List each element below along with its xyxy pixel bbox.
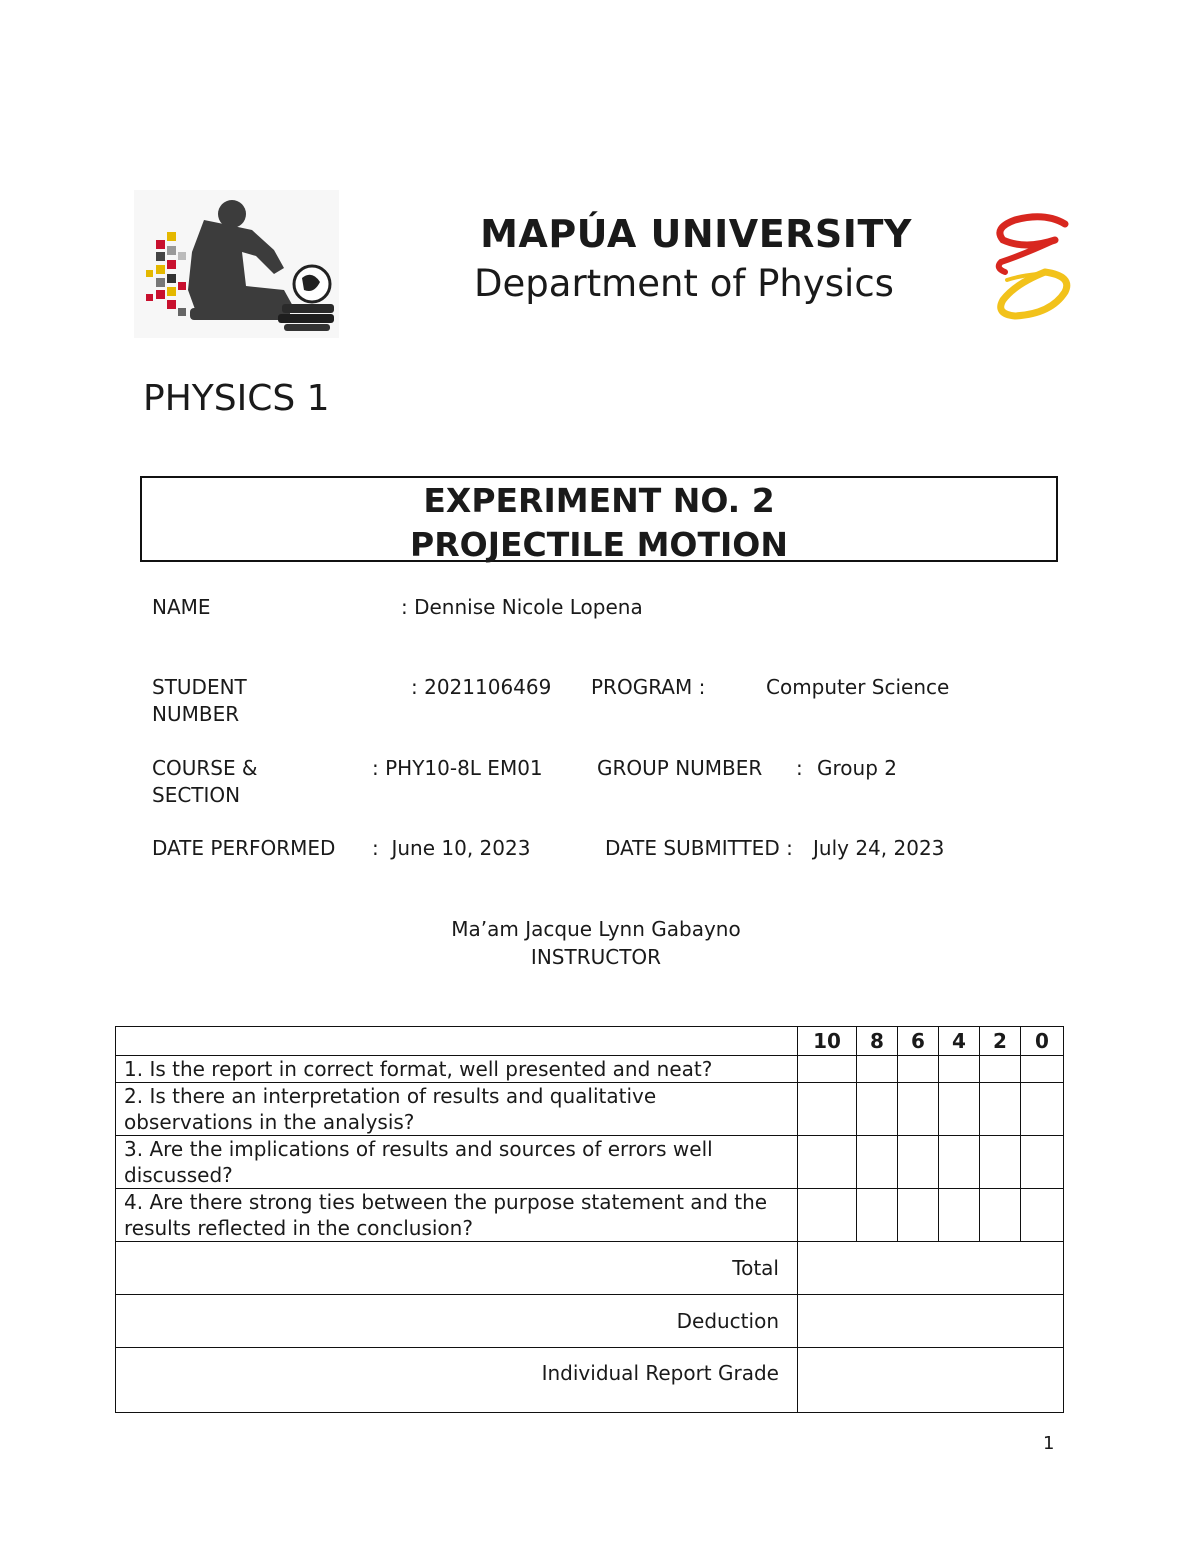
total-value-cell	[798, 1242, 1064, 1295]
score-cell	[980, 1136, 1021, 1189]
score-cell	[857, 1189, 898, 1242]
rubric-row-1	[116, 1056, 1064, 1083]
score-cell	[939, 1189, 980, 1242]
course-section-value: : PHY10-8L EM01	[372, 756, 543, 780]
deduction-value-cell	[798, 1295, 1064, 1348]
score-header-6: 6	[898, 1027, 939, 1056]
score-cell	[980, 1189, 1021, 1242]
deduction-label: Deduction	[116, 1295, 798, 1348]
grade-row	[116, 1348, 1064, 1413]
student-number-value: : 2021106469	[411, 675, 552, 699]
rubric-row-4	[116, 1189, 1064, 1242]
instructor-block	[0, 915, 1192, 971]
score-cell	[939, 1136, 980, 1189]
score-cell	[798, 1056, 857, 1083]
score-cell	[939, 1083, 980, 1136]
total-label: Total	[116, 1242, 798, 1295]
score-cell	[1021, 1083, 1064, 1136]
experiment-number: EXPERIMENT NO. 2	[423, 481, 775, 520]
name-value: : Dennise Nicole Lopena	[401, 595, 643, 619]
score-header-4: 4	[939, 1027, 980, 1056]
instructor-name: Ma’am Jacque Lynn Gabayno	[451, 917, 741, 941]
program-value: Computer Science	[766, 675, 950, 699]
score-cell	[798, 1083, 857, 1136]
rubric-header-blank	[116, 1027, 798, 1056]
score-header-8: 8	[857, 1027, 898, 1056]
date-submitted-value: July 24, 2023	[813, 836, 945, 860]
university-name: MAPÚA UNIVERSITY	[480, 212, 912, 256]
score-cell	[857, 1136, 898, 1189]
date-performed-value: : June 10, 2023	[372, 836, 531, 860]
score-cell	[898, 1083, 939, 1136]
grading-rubric-table	[115, 1026, 1064, 1413]
department-name: Department of Physics	[474, 262, 894, 305]
rubric-row-3	[116, 1136, 1064, 1189]
score-cell	[1021, 1189, 1064, 1242]
score-cell	[857, 1083, 898, 1136]
experiment-title: PROJECTILE MOTION	[410, 525, 788, 564]
criterion-3: 3. Are the implications of results and sources of errors well discussed?	[116, 1136, 798, 1189]
total-row	[116, 1242, 1064, 1295]
score-cell	[857, 1056, 898, 1083]
program-label: PROGRAM :	[591, 675, 706, 699]
score-header-2: 2	[980, 1027, 1021, 1056]
group-number-colon: :	[796, 756, 803, 780]
score-cell	[980, 1083, 1021, 1136]
score-header-0: 0	[1021, 1027, 1064, 1056]
score-cell	[1021, 1136, 1064, 1189]
instructor-role: INSTRUCTOR	[530, 945, 662, 969]
grade-value-cell	[798, 1348, 1064, 1413]
criterion-2: 2. Is there an interpretation of results and qualitative observations in the analysis?	[116, 1083, 798, 1136]
deduction-row	[116, 1295, 1064, 1348]
page-number: 1	[1043, 1433, 1055, 1454]
score-cell	[939, 1056, 980, 1083]
group-number-label: GROUP NUMBER	[597, 756, 763, 780]
score-cell	[1021, 1056, 1064, 1083]
criterion-1: 1. Is the report in correct format, well presented and neat?	[116, 1056, 798, 1083]
score-header-10: 10	[798, 1027, 857, 1056]
score-cell	[898, 1136, 939, 1189]
course-title: PHYSICS 1	[143, 378, 330, 419]
date-submitted-label: DATE SUBMITTED :	[605, 836, 793, 860]
name-label: NAME	[152, 595, 211, 619]
grade-label: Individual Report Grade	[116, 1348, 798, 1413]
rubric-row-2	[116, 1083, 1064, 1136]
score-cell	[898, 1189, 939, 1242]
score-cell	[798, 1136, 857, 1189]
criterion-4: 4. Are there strong ties between the purpose statement and the results reflected in the conclusion?	[116, 1189, 798, 1242]
score-cell	[898, 1056, 939, 1083]
experiment-title-box	[140, 476, 1058, 562]
date-performed-label: DATE PERFORMED	[152, 836, 336, 860]
course-section-label: COURSE & SECTION	[152, 756, 258, 807]
score-cell	[798, 1189, 857, 1242]
student-number-label: STUDENT NUMBER	[152, 675, 247, 726]
group-number-value: Group 2	[817, 756, 897, 780]
score-cell	[980, 1056, 1021, 1083]
rubric-header-row	[116, 1027, 1064, 1056]
